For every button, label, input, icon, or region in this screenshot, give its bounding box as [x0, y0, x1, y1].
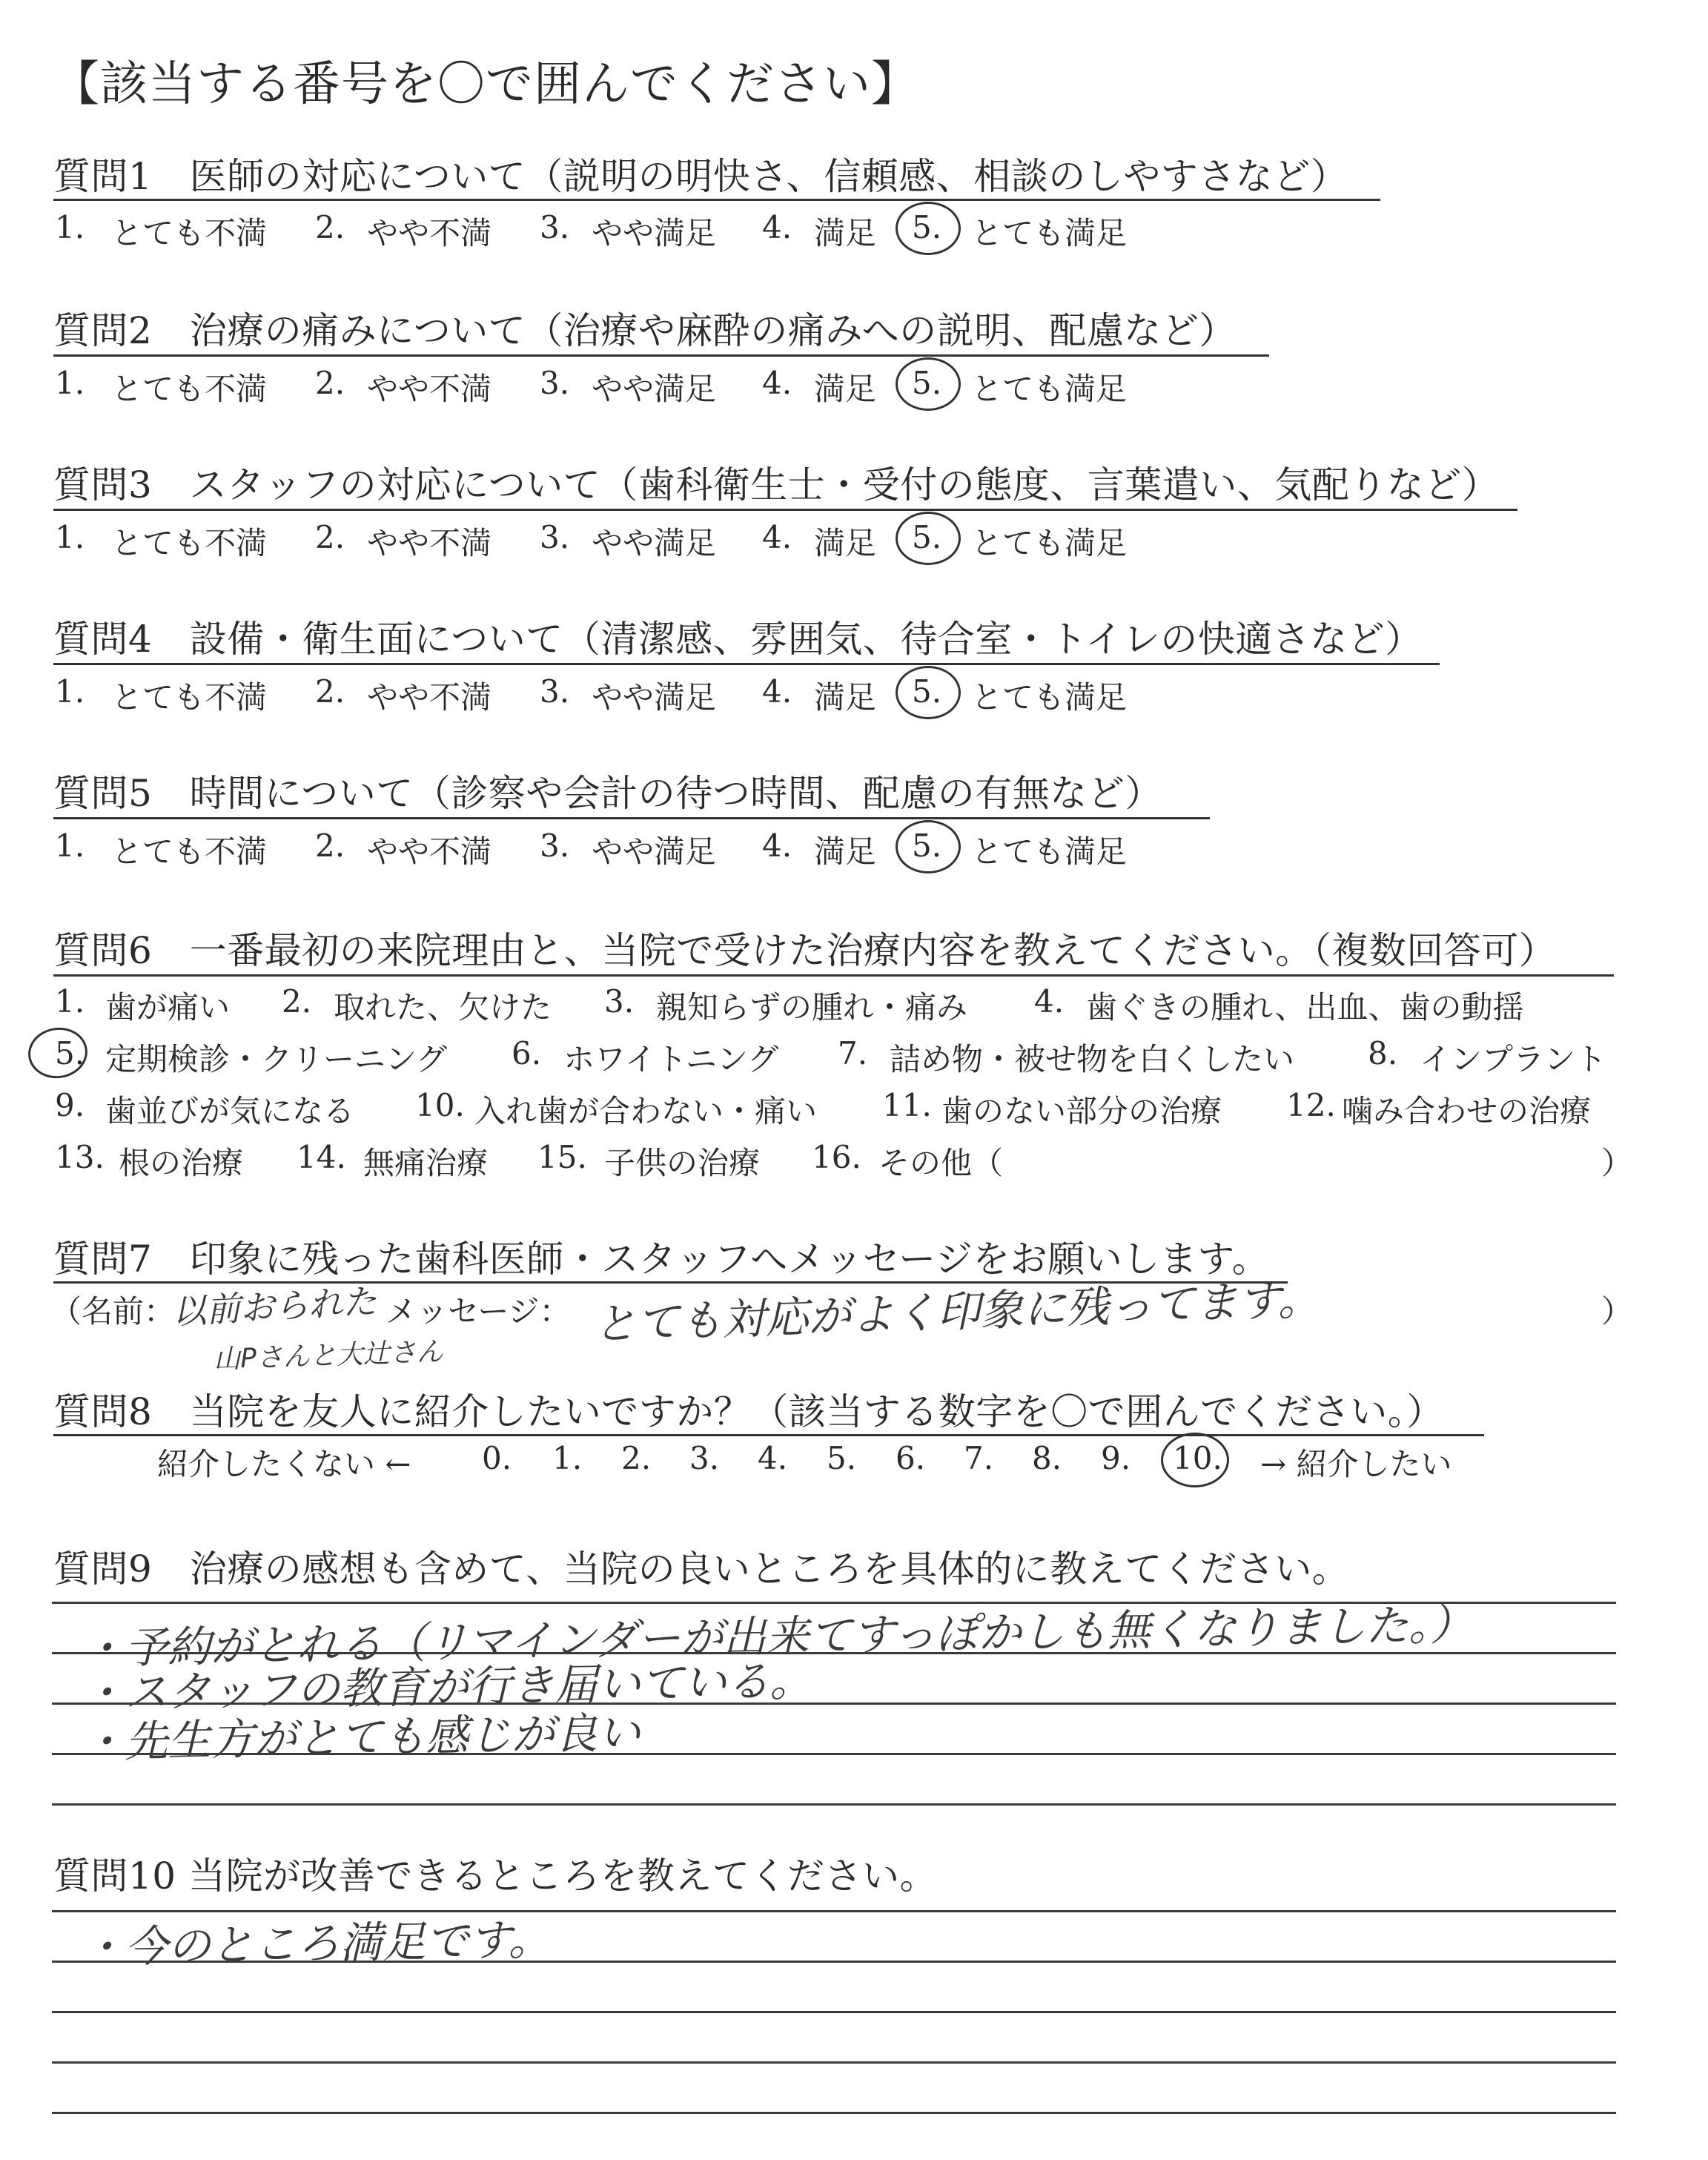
q3-underline: [53, 509, 1517, 511]
option-label[interactable]: とても不満: [111, 679, 268, 716]
answer-line: [52, 1803, 1616, 1806]
option-num[interactable]: 4.: [1034, 983, 1065, 1020]
option-num[interactable]: 2.: [315, 673, 345, 710]
option-num[interactable]: 5.: [912, 365, 942, 401]
option-num[interactable]: 3.: [540, 519, 570, 555]
answer-handwriting[interactable]: ・スタッフの教育が行き届いている。: [81, 1655, 813, 1719]
option-num[interactable]: 5.: [912, 209, 942, 245]
other-close-paren: ）: [1601, 1145, 1633, 1181]
option-num[interactable]: 1.: [55, 209, 85, 245]
option-label[interactable]: とても不満: [111, 371, 268, 407]
selection-circle: [896, 202, 961, 255]
option-num[interactable]: 13.: [55, 1139, 105, 1175]
option-label[interactable]: とても満足: [971, 833, 1128, 870]
q4-underline: [53, 663, 1440, 665]
option-label[interactable]: 歯ぐきの腫れ、出血、歯の動揺: [1086, 989, 1524, 1025]
q5-underline: [53, 817, 1210, 819]
selection-circle: [896, 512, 961, 565]
option-num[interactable]: 6.: [512, 1035, 542, 1071]
option-label[interactable]: 子供の治療: [604, 1145, 761, 1181]
option-num[interactable]: 4.: [762, 673, 792, 710]
option-num[interactable]: 3.: [540, 673, 570, 710]
option-label[interactable]: とても満足: [971, 371, 1128, 407]
q9-title: 質問9 治療の感想も含めて、当院の良いところを具体的に教えてください。: [53, 1548, 1350, 1591]
selection-circle: [25, 1024, 91, 1082]
option-label[interactable]: 満足: [814, 371, 877, 407]
option-label[interactable]: やや不満: [367, 371, 492, 407]
option-num[interactable]: 3.: [540, 365, 570, 401]
option-label[interactable]: やや満足: [592, 215, 717, 251]
scale-number[interactable]: 1.: [552, 1440, 583, 1476]
option-label[interactable]: 満足: [814, 679, 877, 716]
option-label[interactable]: 満足: [814, 525, 877, 561]
option-num[interactable]: 2.: [315, 828, 345, 864]
option-label[interactable]: やや満足: [592, 371, 717, 407]
q5-title: 質問5 時間について（診察や会計の待つ時間、配慮の有無など）: [53, 772, 1162, 815]
option-label[interactable]: 噛み合わせの治療: [1342, 1093, 1592, 1129]
option-num[interactable]: 1.: [55, 673, 85, 710]
option-label[interactable]: やや不満: [367, 833, 492, 870]
option-num[interactable]: 11.: [882, 1087, 932, 1123]
q10-title: 質問10 当院が改善できるところを教えてください。: [53, 1855, 938, 1898]
answer-handwriting[interactable]: ・今のところ満足です。: [81, 1914, 552, 1973]
option-num[interactable]: 2.: [282, 983, 312, 1020]
option-label[interactable]: とても満足: [971, 215, 1128, 251]
option-label[interactable]: その他（: [878, 1145, 1004, 1181]
option-label[interactable]: やや不満: [367, 525, 492, 561]
scale-number[interactable]: 5.: [827, 1440, 857, 1476]
scale-number[interactable]: 0.: [482, 1440, 512, 1476]
option-num[interactable]: 5.: [912, 519, 942, 555]
option-num[interactable]: 12.: [1286, 1087, 1336, 1123]
answer-line: [52, 2011, 1616, 2013]
scale-number[interactable]: 3.: [689, 1440, 720, 1476]
option-num[interactable]: 15.: [537, 1139, 587, 1175]
scale-number[interactable]: 2.: [621, 1440, 652, 1476]
q3-title: 質問3 スタッフの対応について（歯科衛生士・受付の態度、言葉遣い、気配りなど）: [53, 463, 1500, 506]
option-num[interactable]: 4.: [762, 828, 792, 864]
option-label[interactable]: とても満足: [971, 525, 1128, 561]
q7-title: 質問7 印象に残った歯科医師・スタッフへメッセージをお願いします。: [53, 1238, 1270, 1281]
option-num[interactable]: 9.: [55, 1087, 85, 1123]
message-label: メッセージ：: [385, 1293, 571, 1330]
selection-circle: [896, 357, 961, 411]
q2-title: 質問2 治療の痛みについて（治療や麻酔の痛みへの説明、配慮など）: [53, 309, 1237, 352]
option-num[interactable]: 1.: [55, 365, 85, 401]
scale-left-label: 紹介したくない ←: [157, 1446, 411, 1482]
scale-number[interactable]: 10.: [1173, 1440, 1222, 1476]
option-num[interactable]: 10.: [415, 1087, 465, 1123]
scale-right-label: → 紹介したい: [1260, 1446, 1452, 1482]
option-num[interactable]: 5.: [912, 673, 942, 710]
option-label[interactable]: とても満足: [971, 679, 1128, 716]
q2-underline: [53, 354, 1269, 357]
option-label[interactable]: やや満足: [592, 679, 717, 716]
q8-title: 質問8 当院を友人に紹介したいですか？（該当する数字を〇で囲んでください。）: [53, 1390, 1444, 1433]
option-num[interactable]: 14.: [297, 1139, 346, 1175]
scale-number[interactable]: 6.: [896, 1440, 926, 1476]
option-label[interactable]: 無痛治療: [363, 1145, 489, 1181]
option-num[interactable]: 4.: [762, 365, 792, 401]
option-num[interactable]: 3.: [540, 209, 570, 245]
option-num[interactable]: 2.: [315, 365, 345, 401]
option-num[interactable]: 1.: [55, 828, 85, 864]
answer-line: [52, 2061, 1616, 2064]
option-label[interactable]: 根の治療: [119, 1145, 244, 1181]
option-num[interactable]: 3.: [540, 828, 570, 864]
q1-underline: [53, 199, 1380, 201]
option-label[interactable]: 歯のない部分の治療: [941, 1093, 1222, 1129]
scale-number[interactable]: 4.: [758, 1440, 788, 1476]
option-label[interactable]: ホワイトニング: [563, 1041, 779, 1077]
name-label: （名前：: [50, 1293, 176, 1330]
q8-underline: [53, 1434, 1484, 1436]
option-num[interactable]: 1.: [55, 519, 85, 555]
option-label[interactable]: 取れた、欠けた: [334, 989, 552, 1025]
option-num[interactable]: 2.: [315, 209, 345, 245]
option-label[interactable]: 満足: [814, 215, 877, 251]
option-label[interactable]: とても不満: [111, 215, 268, 251]
scale-number[interactable]: 8.: [1032, 1440, 1062, 1476]
option-label[interactable]: 歯並びが気になる: [105, 1093, 355, 1129]
option-num[interactable]: 4.: [762, 519, 792, 555]
message-close-paren: ）: [1601, 1293, 1633, 1330]
form-heading: 【該当する番号を〇で囲んでください】: [52, 57, 919, 112]
option-num[interactable]: 5.: [912, 828, 942, 864]
option-label[interactable]: とても不満: [111, 525, 268, 561]
scale-number[interactable]: 7.: [964, 1440, 994, 1476]
option-num[interactable]: 5.: [55, 1035, 85, 1071]
option-label[interactable]: 親知らずの腫れ・痛み: [656, 989, 968, 1025]
option-num[interactable]: 4.: [762, 209, 792, 245]
message-handwriting[interactable]: とても対応がよく印象に残ってます。: [592, 1273, 1322, 1350]
selection-circle: [896, 820, 961, 873]
answer-handwriting[interactable]: ・先生方がとても感じが良い: [81, 1707, 641, 1768]
option-label[interactable]: 定期検診・クリーニング: [105, 1041, 448, 1077]
option-label[interactable]: 歯が痛い: [105, 989, 231, 1025]
option-label[interactable]: 満足: [814, 833, 877, 870]
option-num[interactable]: 3.: [604, 983, 635, 1020]
scale-number[interactable]: 9.: [1101, 1440, 1131, 1476]
option-label[interactable]: インプラント: [1420, 1041, 1607, 1077]
option-label[interactable]: 詰め物・被せ物を白くしたい: [890, 1041, 1295, 1077]
option-label[interactable]: やや満足: [592, 833, 717, 870]
q1-title: 質問1 医師の対応について（説明の明快さ、信頼感、相談のしやすさなど）: [53, 155, 1348, 198]
selection-circle: [1161, 1433, 1229, 1487]
q6-title: 質問6 一番最初の来院理由と、当院で受けた治療内容を教えてください。（複数回答可）: [53, 929, 1557, 972]
option-num[interactable]: 1.: [55, 983, 85, 1020]
option-label[interactable]: やや満足: [592, 525, 717, 561]
option-num[interactable]: 7.: [838, 1035, 868, 1071]
q6-underline: [53, 974, 1614, 977]
name-handwriting-line1[interactable]: 以前おられた: [171, 1281, 378, 1332]
q4-title: 質問4 設備・衛生面について（清潔感、雰囲気、待合室・トイレの快適さなど）: [53, 618, 1423, 661]
selection-circle: [896, 666, 961, 719]
option-label[interactable]: とても不満: [111, 833, 268, 870]
option-num[interactable]: 16.: [812, 1139, 861, 1175]
option-label[interactable]: やや不満: [367, 679, 492, 716]
option-num[interactable]: 8.: [1368, 1035, 1398, 1071]
option-label[interactable]: やや不満: [367, 215, 492, 251]
option-num[interactable]: 2.: [315, 519, 345, 555]
name-handwriting-line2[interactable]: 山Pさんと大辻さん: [213, 1336, 444, 1375]
answer-line: [52, 2112, 1616, 2114]
option-label[interactable]: 入れ歯が合わない・痛い: [474, 1093, 818, 1129]
answer-handwriting[interactable]: ・予約がとれる（リマインダーが出来てすっぽかしも無くなりました。）: [81, 1599, 1474, 1674]
